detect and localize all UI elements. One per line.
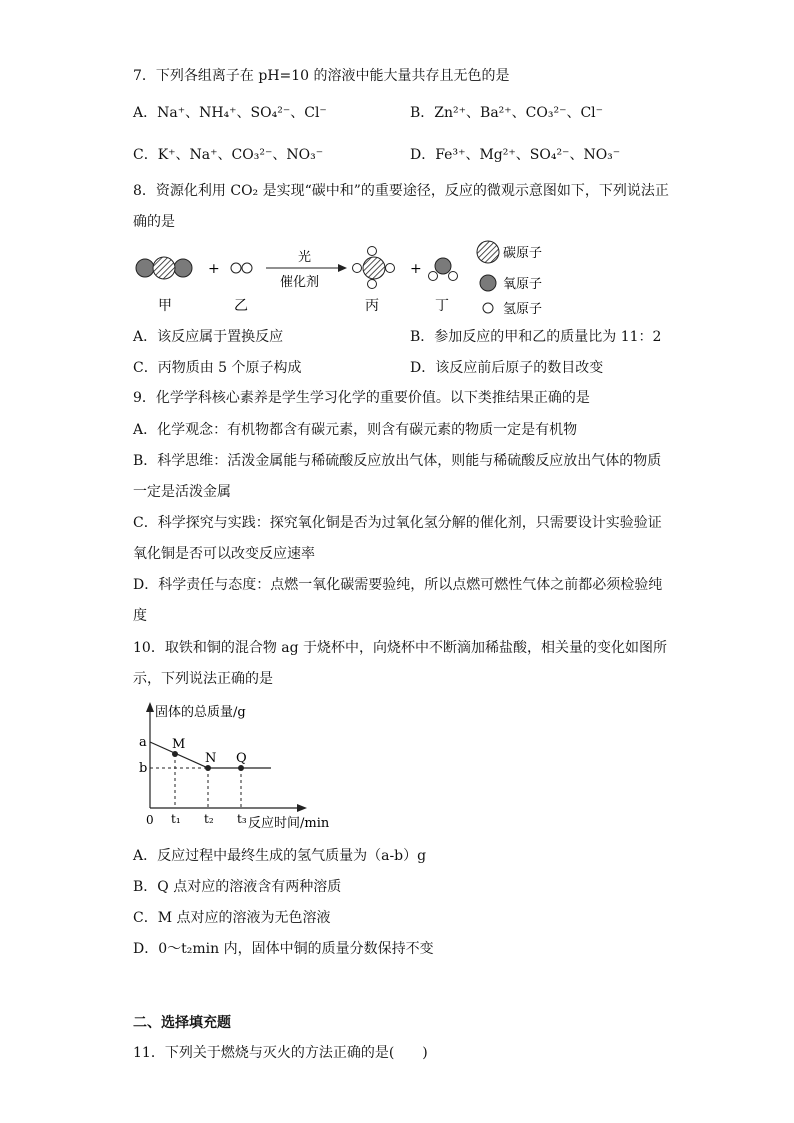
x-tick-t1: t₁ — [171, 812, 181, 826]
point-label-n: N — [205, 751, 217, 766]
q10-option-d: D．0～t₂min 内，固体中铜的质量分数保持不变 — [133, 941, 434, 957]
q7-option-a: A．Na⁺、NH₄⁺、SO₄²⁻、Cl⁻ — [133, 105, 327, 121]
x-tick-t3: t₃ — [237, 812, 247, 826]
y-tick-a: a — [139, 735, 147, 750]
legend-oxygen: 氧原子 — [503, 277, 543, 292]
molecule-ding-h2o — [429, 258, 458, 281]
q9-option-c-line2: 氧化铜是否可以改变反应速率 — [133, 546, 315, 562]
q10-option-c: C．M 点对应的溶液为无色溶液 — [133, 910, 331, 926]
label-bing: 丙 — [365, 298, 379, 314]
reaction-micro-diagram — [130, 238, 570, 318]
section-2-title: 二、选择填充题 — [133, 1015, 231, 1031]
plus-sign-2: + — [410, 261, 422, 277]
origin-label: 0 — [146, 813, 154, 827]
atom-legend — [477, 241, 542, 317]
point-label-m: M — [172, 737, 186, 752]
q7-option-c: C．K⁺、Na⁺、CO₃²⁻、NO₃⁻ — [133, 147, 324, 163]
molecule-yi-h2 — [231, 263, 252, 273]
q9-option-c-line1: C．科学探究与实践：探究氧化铜是否为过氧化氢分解的催化剂，只需要设计实验验证 — [133, 515, 662, 531]
mass-time-chart — [133, 698, 343, 838]
plus-sign-1: + — [208, 261, 220, 277]
q8-option-c: C．丙物质由 5 个原子构成 — [133, 360, 302, 376]
molecule-jia-co2 — [136, 257, 192, 279]
legend-hydrogen: 氢原子 — [503, 302, 543, 317]
label-yi: 乙 — [234, 298, 248, 314]
q10-stem-line2: 示，下列说法正确的是 — [133, 671, 273, 687]
q8-option-a: A．该反应属于置换反应 — [133, 329, 284, 345]
q10-option-a: A．反应过程中最终生成的氢气质量为（a-b）g — [133, 848, 427, 864]
q9-option-b-line1: B．科学思维：活泼金属能与稀硫酸反应放出气体，则能与稀硫酸反应放出气体的物质 — [133, 453, 662, 469]
q8-option-b: B．参加反应的甲和乙的质量比为 11：2 — [410, 329, 662, 345]
y-axis-arrow — [146, 702, 154, 712]
molecule-bing — [353, 247, 395, 289]
q11-stem: 11．下列关于燃烧与灭火的方法正确的是( ) — [133, 1045, 428, 1061]
q8-stem-line1: 8．资源化利用 CO₂ 是实现“碳中和”的重要途径，反应的微观示意图如下，下列说法正 — [133, 183, 669, 199]
q9-option-d-line2: 度 — [133, 608, 147, 624]
y-axis-label: 固体的总质量/g — [155, 705, 246, 720]
q9-stem: 9．化学学科核心素养是学生学习化学的重要价值。以下类推结果正确的是 — [133, 390, 590, 406]
label-ding: 丁 — [435, 298, 449, 314]
q8-option-d: D．该反应前后原子的数目改变 — [410, 360, 604, 376]
q10-option-b: B．Q 点对应的溶液含有两种溶质 — [133, 879, 342, 895]
q9-option-a: A．化学观念：有机物都含有碳元素，则含有碳元素的物质一定是有机物 — [133, 422, 578, 438]
q10-stem-line1: 10．取铁和铜的混合物 ag 于烧杯中，向烧杯中不断滴加稀盐酸，相关量的变化如图所 — [133, 640, 668, 656]
q7-option-b: B．Zn²⁺、Ba²⁺、CO₃²⁻、Cl⁻ — [410, 105, 604, 121]
x-tick-t2: t₂ — [204, 812, 214, 826]
reaction-arrowhead — [338, 264, 347, 272]
point-label-q: Q — [236, 751, 247, 766]
q9-option-d-line1: D．科学责任与态度：点燃一氧化碳需要验纯，所以点燃可燃性气体之前都必须检验纯 — [133, 577, 663, 593]
condition-light: 光 — [298, 250, 312, 265]
x-axis-arrow — [297, 804, 307, 812]
q7-stem: 7．下列各组离子在 pH=10 的溶液中能大量共存且无色的是 — [133, 68, 510, 84]
x-axis-label: 反应时间/min — [248, 816, 330, 831]
label-jia: 甲 — [158, 298, 172, 314]
legend-carbon: 碳原子 — [503, 246, 543, 261]
q8-stem-line2: 确的是 — [133, 214, 175, 230]
q7-option-d: D．Fe³⁺、Mg²⁺、SO₄²⁻、NO₃⁻ — [410, 147, 621, 163]
y-tick-b: b — [139, 761, 148, 776]
q9-option-b-line2: 一定是活泼金属 — [133, 484, 231, 500]
condition-catalyst: 催化剂 — [280, 275, 320, 290]
